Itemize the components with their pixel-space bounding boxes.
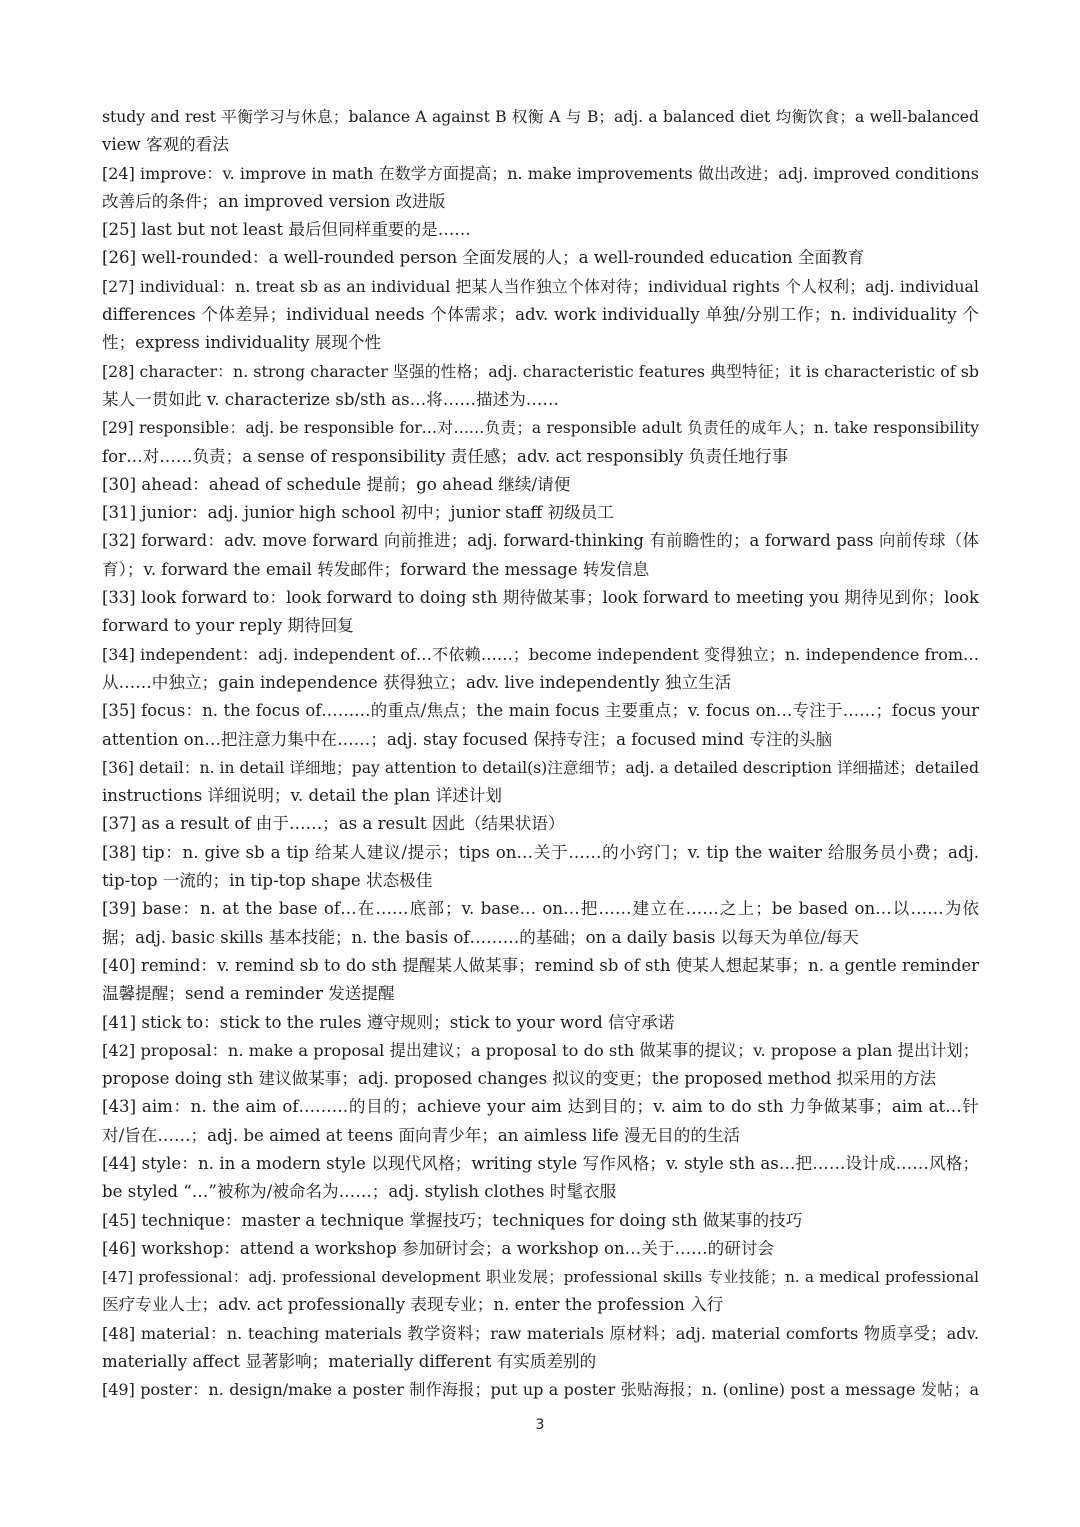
text-line: [43] aim：n. the aim of………的目的；achieve your aim 达到目的；v. aim to do sth 力争做某事；aim at…针 — [102, 1097, 979, 1117]
text-line: [28] character：n. strong character 坚强的性格；adj. characteristic features 典型特征；it is characteristic of sb — [102, 361, 979, 381]
text-line: attention on…把注意力集中在……；adj. stay focused 保持专注；a focused mind 专注的头脑 — [102, 729, 833, 749]
text-line: materially affect 显著影响；materially different 有实质差别的 — [102, 1352, 597, 1372]
page-number: 3 — [535, 1417, 545, 1433]
text-line: 从……中独立；gain independence 获得独立；adv. live independently 独立生活 — [102, 672, 732, 692]
text-line: 某人一贯如此 v. characterize sb/sth as…将……描述为…… — [102, 389, 559, 409]
text-line: [36] detail：n. in detail 详细地；pay attention to detail(s)注意细节；adj. a detailed description 详细描述；detailed — [102, 758, 979, 777]
text-line: [47] professional：adj. professional development 职业发展；professional skills 专业技能；n. a medical professional — [102, 1268, 979, 1287]
text-line: [39] base：n. at the base of…在……底部；v. base… on…把……建立在……之上；be based on…以……为依 — [102, 899, 979, 919]
text-line: [25] last but not least 最后但同样重要的是…… — [102, 220, 471, 240]
text-line: view 客观的看法 — [102, 135, 229, 155]
text-line: [38] tip：n. give sb a tip 给某人建议/提示；tips on…关于……的小窍门；v. tip the waiter 给服务员小费；adj. — [102, 842, 979, 862]
text-line: [44] style：n. in a modern style 以现代风格；writing style 写作风格；v. style sth as…把……设计成……风格； — [102, 1153, 979, 1173]
text-line: [40] remind：v. remind sb to do sth 提醒某人做某事；remind sb of sth 使某人想起某事；n. a gentle reminder — [102, 955, 979, 975]
text-line: [41] stick to：stick to the rules 遵守规则；stick to your word 信守承诺 — [102, 1012, 675, 1032]
text-line: [48] material：n. teaching materials 教学资料；raw materials 原材料；adj. material comforts 物质享受；adv. — [102, 1323, 979, 1343]
text-line: [34] independent：adj. independent of…不依赖……；become independent 变得独立；n. independence from… — [102, 644, 979, 664]
text-line: 性；express individuality 展现个性 — [102, 333, 382, 353]
text-line: [32] forward：adv. move forward 向前推进；adj. forward-thinking 有前瞻性的；a forward pass 向前传球（体 — [102, 531, 979, 551]
text-line: [24] improve：v. improve in math 在数学方面提高；n. make improvements 做出改进；adj. improved conditions — [102, 163, 979, 183]
text-line: 温馨提醒；send a reminder 发送提醒 — [102, 984, 395, 1004]
text-line: [26] well-rounded：a well-rounded person 全面发展的人；a well-rounded education 全面教育 — [102, 248, 865, 268]
text-line: [31] junior：adj. junior high school 初中；junior staff 初级员工 — [102, 503, 614, 523]
text-line: 医疗专业人士；adv. act professionally 表现专业；n. enter the profession 入行 — [102, 1295, 724, 1315]
text-line: tip-top 一流的；in tip-top shape 状态极佳 — [102, 871, 433, 891]
text-line: [27] individual：n. treat sb as an individual 把某人当作独立个体对待；individual rights 个人权利；adj. individual — [102, 276, 979, 296]
text-line: 据；adj. basic skills 基本技能；n. the basis of………的基础；on a daily basis 以每天为单位/每天 — [102, 927, 860, 947]
text-line: [35] focus：n. the focus of………的重点/焦点；the main focus 主要重点；v. focus on…专注于……；focus your — [102, 701, 979, 721]
text-line: [49] poster：n. design/make a poster 制作海报；put up a poster 张贴海报；n. (online) post a message 发帖；a — [102, 1380, 979, 1400]
text-line: differences 个体差异；individual needs 个体需求；adv. work individually 单独/分别工作；n. individuality 个 — [102, 305, 979, 325]
text-line: [46] workshop：attend a workshop 参加研讨会；a workshop on…关于……的研讨会 — [102, 1238, 775, 1258]
text-line: instructions 详细说明；v. detail the plan 详述计划 — [102, 786, 502, 806]
text-line: [45] technique：master a technique 掌握技巧；techniques for doing sth 做某事的技巧 — [102, 1210, 803, 1230]
text-line: for…对……负责；a sense of responsibility 责任感；adv. act responsibly 负责任地行事 — [102, 446, 789, 466]
text-line: [29] responsible：adj. be responsible for…对……负责；a responsible adult 负责任的成年人；n. take responsibility — [102, 419, 979, 438]
text-line: 改善后的条件；an improved version 改进版 — [102, 191, 446, 211]
text-line: be styled “…”被称为/被命名为……；adj. stylish clothes 时髦衣服 — [102, 1182, 617, 1202]
text-line: [30] ahead：ahead of schedule 提前；go ahead 继续/请便 — [102, 474, 571, 494]
vocabulary-text-body — [102, 103, 979, 1405]
text-line: [37] as a result of 由于……；as a result 因此（结果状语） — [102, 814, 565, 834]
text-line: 育）；v. forward the email 转发邮件；forward the message 转发信息 — [102, 559, 650, 579]
text-line: 对/旨在……；adj. be aimed at teens 面向青少年；an aimless life 漫无目的的生活 — [102, 1125, 741, 1145]
text-line: forward to your reply 期待回复 — [102, 616, 354, 636]
text-line: study and rest 平衡学习与休息；balance A against B 权衡 A 与 B；adj. a balanced diet 均衡饮食；a well-balanced — [102, 108, 979, 126]
text-line: [42] proposal：n. make a proposal 提出建议；a proposal to do sth 做某事的提议；v. propose a plan 提出计划； — [102, 1040, 979, 1060]
text-line: propose doing sth 建议做某事；adj. proposed changes 拟议的变更；the proposed method 拟采用的方法 — [102, 1069, 937, 1089]
text-line: [33] look forward to：look forward to doing sth 期待做某事；look forward to meeting you 期待见到你；look — [102, 588, 979, 608]
